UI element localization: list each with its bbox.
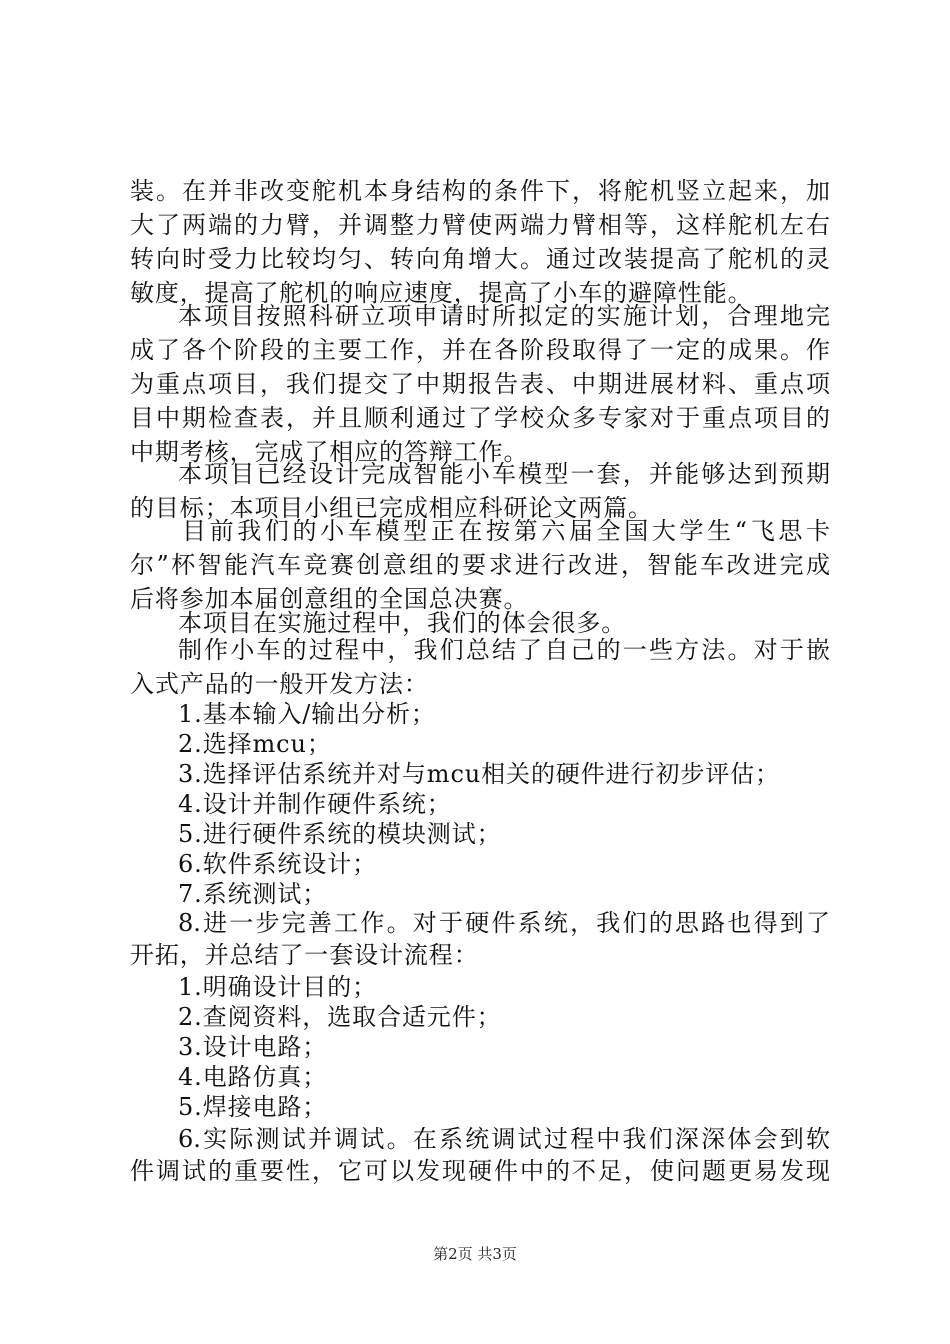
text-line: 后将参加本届创意组的全国总决赛。 [130,585,529,613]
list-item: 6.实际测试并调试。在系统调试过程中我们深深体会到软 [178,1125,830,1153]
list-item: 3.设计电路； [178,1033,328,1061]
text-line: 装。在并非改变舵机本身结构的条件下，将舵机竖立起来，加 [130,177,830,205]
list-item: 7.系统测试； [178,880,328,908]
text-line: 入式产品的一般开发方法： [130,670,429,698]
list-item: 1.明确设计目的； [178,973,377,1001]
text-line: 目中期检查表，并且顺利通过了学校众多专家对于重点项目的 [130,404,830,432]
list-item: 5.进行硬件系统的模块测试； [178,820,502,848]
list-item: 4.电路仿真； [178,1063,328,1091]
list-item: 6.软件系统设计； [178,850,377,878]
list-item: 4.设计并制作硬件系统； [178,790,452,818]
text-line: 成了各个阶段的主要工作，并在各阶段取得了一定的成果。作 [130,336,830,364]
text-line: 为重点项目，我们提交了中期报告表、中期进展材料、重点项 [130,370,830,398]
text-line: 本项目已经设计完成智能小车模型一套，并能够达到预期 [178,460,830,488]
page-footer: 第2页 共3页 [433,1245,517,1263]
list-item: 1.基本输入/输出分析； [178,700,436,728]
text-line: 敏度，提高了舵机的响应速度，提高了小车的避障性能。 [130,279,753,307]
text-line: 的目标；本项目小组已完成相应科研论文两篇。 [130,494,653,522]
text-line: 转向时受力比较均匀、转向角增大。通过改装提高了舵机的灵 [130,245,830,273]
text-line: 尔”杯智能汽车竞赛创意组的要求进行改进，智能车改进完成 [130,551,830,579]
list-item: 3.选择评估系统并对与mcu相关的硬件进行初步评估； [178,760,780,788]
text-line: 目前我们的小车模型正在按第六届全国大学生“飞思卡 [182,517,830,545]
text-line: 大了两端的力臂，并调整力臂使两端力臂相等，这样舵机左右 [130,211,830,239]
text-line: 制作小车的过程中，我们总结了自己的一些方法。对于嵌 [178,636,830,664]
text-line: 本项目在实施过程中，我们的体会很多。 [178,609,627,637]
list-item: 8.进一步完善工作。对于硬件系统，我们的思路也得到了 [178,909,830,937]
text-line: 中期考核，完成了相应的答辩工作。 [130,438,529,466]
text-line: 开拓，并总结了一套设计流程： [130,941,479,969]
text-line: 本项目按照科研立项申请时所拟定的实施计划，合理地完 [178,302,830,330]
text-line: 件调试的重要性，它可以发现硬件中的不足，使问题更易发现 [130,1157,830,1185]
list-item: 5.焊接电路； [178,1093,328,1121]
list-item: 2.查阅资料，选取合适元件； [178,1003,502,1031]
list-item: 2.选择mcu； [178,730,332,758]
